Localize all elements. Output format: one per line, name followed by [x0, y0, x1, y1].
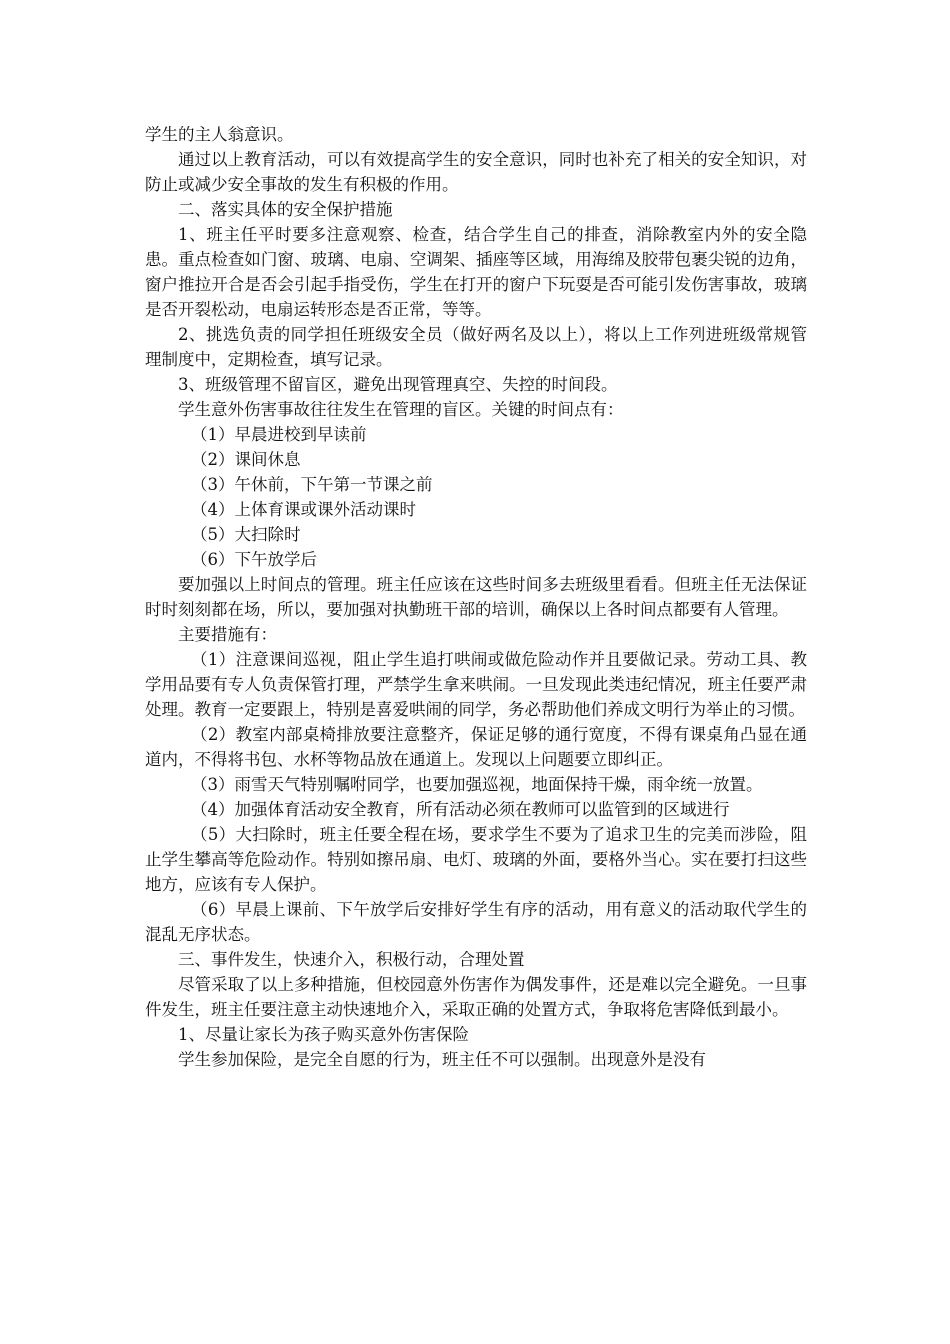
paragraph-blind-spots: 学生意外伤害事故往往发生在管理的盲区。关键的时间点有：	[178, 400, 624, 419]
paragraph-main-measure-3: （3）雨雪天气特别嘱咐同学，也要加强巡视，地面保持干燥，雨伞统一放置。	[191, 775, 763, 794]
paragraph-insurance-body: 学生参加保险，是完全自愿的行为，班主任不可以强制。出现意外是没有	[178, 1050, 706, 1069]
paragraph-insurance-heading: 1、尽量让家长为孩子购买意外伤害保险	[178, 1025, 469, 1044]
paragraph-main-measure-4: （4）加强体育活动安全教育，所有活动必须在教师可以监管到的区域进行	[191, 800, 730, 819]
paragraph-incident-response: 尽管采取了以上多种措施，但校园意外伤害作为偶发事件，还是难以完全避免。一旦事件发生，班主任要注意主动快速地介入，采取正确的处置方式，争取将危害降低到最小。	[145, 975, 807, 1019]
paragraph-education-effect: 通过以上教育活动，可以有效提高学生的安全意识，同时也补充了相关的安全知识，对防止或减少安全事故的发生有积极的作用。	[145, 150, 807, 194]
paragraph-main-measure-6: （6）早晨上课前、下午放学后安排好学生有序的活动，用有意义的活动取代学生的混乱无序状态。	[145, 900, 807, 944]
list-item-time-4: （4）上体育课或课外活动课时	[191, 500, 416, 519]
section-heading-2: 二、落实具体的安全保护措施	[178, 200, 393, 219]
list-item-time-1: （1）早晨进校到早读前	[191, 425, 367, 444]
paragraph-strengthen-management: 要加强以上时间点的管理。班主任应该在这些时间多去班级里看看。但班主任无法保证时时刻刻都在场，所以，要加强对执勤班干部的培训，确保以上各时间点都要有人管理。	[145, 575, 807, 619]
paragraph-main-measures: 主要措施有：	[178, 625, 277, 644]
paragraph-measure-3: 3、班级管理不留盲区，避免出现管理真空、失控的时间段。	[178, 375, 618, 394]
list-item-time-5: （5）大扫除时	[191, 525, 301, 544]
paragraph-main-measure-5: （5）大扫除时，班主任要全程在场，要求学生不要为了追求卫生的完美而涉险，阻止学生攀高等危险动作。特别如擦吊扇、电灯、玻璃的外面，要格外当心。实在要打扫这些地方，应该有专人保护。	[145, 825, 807, 894]
list-item-time-3: （3）午休前，下午第一节课之前	[191, 475, 433, 494]
paragraph-intro-end: 学生的主人翁意识。	[145, 125, 294, 144]
list-item-time-6: （6）下午放学后	[191, 550, 317, 569]
paragraph-main-measure-2: （2）教室内部桌椅排放要注意整齐，保证足够的通行宽度，不得有课桌角凸显在通道内，不得将书包、水杯等物品放在通道上。发现以上问题要立即纠正。	[145, 725, 807, 769]
list-item-time-2: （2）课间休息	[191, 450, 301, 469]
document-page	[145, 122, 807, 1072]
paragraph-main-measure-1: （1）注意课间巡视，阻止学生追打哄闹或做危险动作并且要做记录。劳动工具、教学用品要有专人负责保管打理，严禁学生拿来哄闹。一旦发现此类违纪情况，班主任要严肃处理。教育一定要跟上，特别是喜爱哄闹的同学，务必帮助他们养成文明行为举止的习惯。	[145, 650, 807, 719]
paragraph-measure-2: 2、挑选负责的同学担任班级安全员（做好两名及以上），将以上工作列进班级常规管理制度中，定期检查，填写记录。	[145, 325, 807, 369]
section-heading-3: 三、事件发生，快速介入，积极行动，合理处置	[178, 950, 525, 969]
paragraph-measure-1: 1、班主任平时要多注意观察、检查，结合学生自己的排查，消除教室内外的安全隐患。重点检查如门窗、玻璃、电扇、空调架、插座等区域，用海绵及胶带包裹尖锐的边角，窗户推拉开合是否会引起手指受伤，学生在打开的窗户下玩耍是否可能引发伤害事故，玻璃是否开裂松动，电扇运转形态是否正常，等等。	[145, 225, 807, 319]
